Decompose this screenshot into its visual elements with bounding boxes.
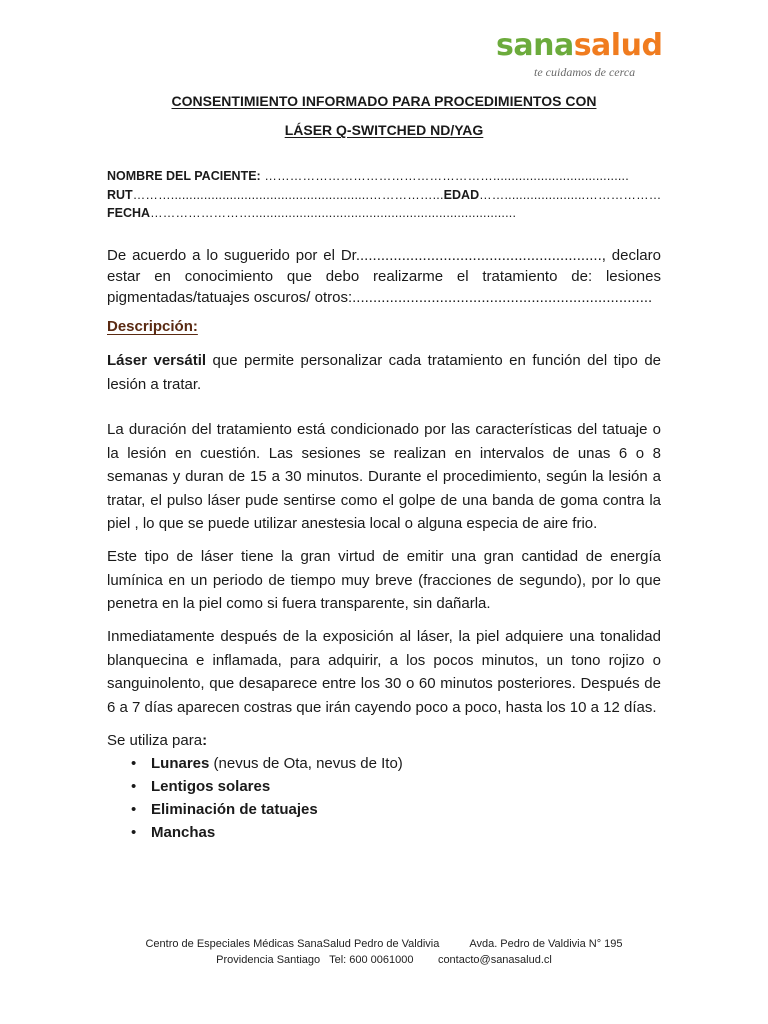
bullet-icon: • — [131, 755, 137, 772]
age-blank: ……......................……………… — [479, 188, 662, 202]
list-item-bold: Eliminación de tatuajes — [151, 801, 318, 818]
footer-address-line: Centro de Especiales Médicas SanaSalud Pedro de Valdivia Avda. Pedro de Valdivia N° 195 — [145, 938, 623, 950]
laser-paragraph — [107, 349, 661, 396]
list-item-bold: Manchas — [151, 824, 216, 841]
logo-word-salud: salud — [573, 28, 663, 63]
age-label: EDAD — [443, 188, 480, 202]
laser-paragraph-text: que permite personalizar cada tratamiento en función del tipo de lesión a tratar. — [107, 352, 662, 393]
uses-intro — [107, 729, 661, 753]
rut-blank: ………......................................................……………... — [132, 188, 444, 202]
document-title-line-1: CONSENTIMIENTO INFORMADO PARA PROCEDIMIENTOS CON — [171, 93, 597, 109]
uses-intro-colon: : — [202, 732, 208, 749]
intro-paragraph: De acuerdo a lo suguerido por el Dr..........................................................., declaro estar en conocimiento que debo realizarme el tratamiento de: lesiones pigmentadas/tatuajes oscuros/ otros:........................................................................ — [107, 247, 661, 306]
logo-tagline: te cuidamos de cerca — [534, 65, 636, 79]
list-item-text: (nevus de Ota, nevus de Ito) — [209, 755, 403, 772]
date-label: FECHA — [107, 206, 151, 220]
duration-paragraph: La duración del tratamiento está condicionado por las características del tatuaje o la lesión en cuestión. Las sesiones se realizan en intervalos de unas 6 o 8 semanas y duran de 15 a 30 minutos. Durante el procedimiento, según la lesión a tratar, el pulso láser pude sentirse como el golpe de una banda de goma contra la piel , lo que se puede utilizar anestesia local o alguna especia de aire frio. — [107, 421, 661, 532]
date-field — [107, 206, 516, 220]
uses-intro-text: Se utiliza para — [107, 732, 203, 749]
list-item-bold: Lentigos solares — [151, 778, 271, 795]
sanasalud-logo — [496, 28, 663, 82]
energy-paragraph: Este tipo de láser tiene la gran virtud de emitir una gran cantidad de energía lumínica en un periodo de tiempo muy breve (fracciones de segundo), por lo que penetra en la piel como si fuera transparente, sin dañarla. — [107, 548, 661, 612]
list-item — [131, 775, 403, 798]
list-item — [131, 798, 403, 821]
bullet-icon: • — [131, 778, 137, 795]
rut-age-field — [107, 188, 662, 202]
patient-name-label: NOMBRE DEL PACIENTE: — [107, 169, 261, 183]
laser-bold-term: Láser versátil — [107, 352, 207, 369]
list-item — [131, 752, 403, 775]
list-item-bold: Lunares — [151, 755, 210, 772]
list-item — [131, 821, 403, 844]
logo-word-sana: sana — [496, 28, 574, 63]
description-heading: Descripción: — [107, 318, 198, 335]
footer-contact-line: Providencia Santiago Tel: 600 0061000 contacto@sanasalud.cl — [216, 954, 552, 966]
date-blank: ……………………........................................................................ — [150, 206, 517, 220]
uses-list — [131, 752, 403, 844]
patient-name-field — [107, 169, 629, 183]
logo-wordmark — [496, 28, 663, 63]
bullet-icon: • — [131, 824, 137, 841]
patient-name-blank: ………………………………………………..................................... — [260, 169, 629, 183]
bullet-icon: • — [131, 801, 137, 818]
document-title-line-2: LÁSER Q-SWITCHED ND/YAG — [284, 122, 484, 138]
after-exposure-paragraph: Inmediatamente después de la exposición al láser, la piel adquiere una tonalidad blanquecina e inflamada, para adquirir, a los pocos minutos, un tono rojizo o sanguinolento, que desaparece entre los 30 o 60 minutos posteriores. Después de 6 a 7 días aparecen costras que irán cayendo poco a poco, hasta los 10 a 12 días. — [107, 628, 661, 716]
rut-label: RUT — [107, 188, 133, 202]
